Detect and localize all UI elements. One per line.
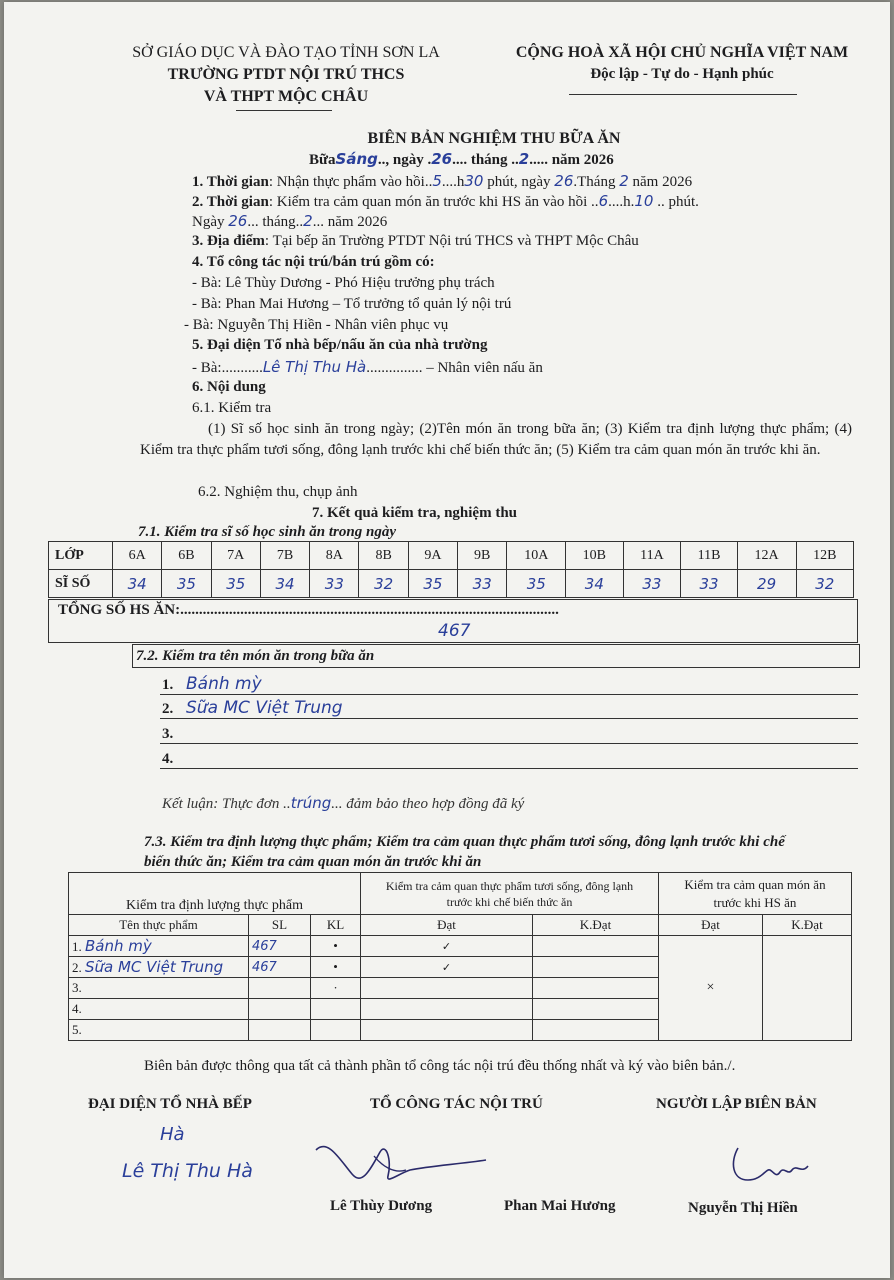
header-right-underline [569,94,797,95]
count-cell: 32 [796,570,854,598]
author-name: Nguyễn Thị Hiền [688,1200,798,1216]
food-name-cell: 1. Bánh mỳ [69,936,249,957]
class-cell: 12B [796,542,854,570]
quantity-cell: 467 [249,957,311,978]
class-cell: 8A [310,542,359,570]
count-cell: 29 [737,570,796,598]
result-heading: 7. Kết quả kiểm tra, nghiệm thu [312,505,518,521]
menu-item-name: Bánh mỳ [186,674,262,694]
col-quantity: SL [249,915,311,936]
meal-value: Sáng [335,150,378,168]
col-fail-before-eat: K.Đạt [763,915,852,936]
food-name-cell: 3. [69,978,249,999]
count-cell: 33 [623,570,681,598]
kitchen-rep-signature: Hà [160,1124,185,1145]
count-cell: 35 [507,570,566,598]
team-member-1: - Bà: Lê Thùy Dương - Phó Hiệu trưởng phụ trách [192,275,495,291]
class-cell: 6B [162,542,211,570]
menu-conclusion: Kết luận: Thực đơn ..trúng... đảm bảo theo hợp đồng đã ký [162,794,525,812]
class-row-label: LỚP [49,542,113,570]
pass-cell: ✓ [361,936,533,957]
class-cell: 7A [211,542,260,570]
count-cell: 34 [113,570,162,598]
quantity-cell [249,999,311,1020]
menu-item-number: 2. [162,701,174,717]
quantity-check-table [68,872,852,1041]
weight-cell [311,999,361,1020]
weight-cell: • [311,936,361,957]
fail-before-eat-cell [763,936,852,1041]
count-cell: 35 [162,570,211,598]
acceptance-subheading: 6.2. Nghiệm thu, chụp ảnh [198,484,358,500]
fail-cell [533,1020,659,1041]
count-cell: 33 [310,570,359,598]
pass-cell [361,1020,533,1041]
count-cell: 33 [458,570,507,598]
author-sign-title: NGƯỜI LẬP BIÊN BẢN [656,1096,817,1112]
kitchen-rep-heading: 5. Đại diện Tổ nhà bếp/nấu ăn của nhà trường [192,337,488,353]
food-name-cell: 5. [69,1020,249,1041]
class-cell: 10B [566,542,623,570]
count-cell: 33 [681,570,737,598]
menu-item-number: 4. [162,751,174,767]
attendance-table [48,541,854,598]
attendance-title: 7.1. Kiểm tra sĩ số học sinh ăn trong ngày [138,524,396,540]
quantity-check-title-line2: biến thức ăn; Kiểm tra cảm quan món ăn trước khi ăn [144,854,482,870]
col-pass-before-eat: Đạt [659,915,763,936]
author-signature-image [726,1140,816,1190]
weight-cell: • [311,957,361,978]
menu-item-number: 1. [162,677,174,693]
inspection-date-line: Ngày 26... tháng..2... năm 2026 [192,212,388,230]
team-signature-image [310,1130,490,1200]
menu-item-name: Sữa MC Việt Trung [186,698,343,718]
pass-before-eat-cell: × [659,936,763,1041]
kitchen-rep-name: Lê Thị Thu Hà [262,358,367,376]
class-cell: 8B [359,542,408,570]
total-label: TỔNG SỐ HS ĂN:..................................................................................................... [58,602,559,618]
class-row [49,542,854,570]
weight-cell: · [311,978,361,999]
class-cell: 11B [681,542,737,570]
col-weight: KL [311,915,361,936]
team-heading: 4. Tổ công tác nội trú/bán trú gồm có: [192,254,435,270]
quantity-cell [249,1020,311,1041]
quantity-cell [249,978,311,999]
food-name-cell: 2. Sữa MC Việt Trung [69,957,249,978]
class-cell: 12A [737,542,796,570]
school-name-line2: VÀ THPT MỘC CHÂU [203,88,369,105]
table-row [69,936,852,957]
kitchen-rep-sign-title: ĐẠI DIỆN TỔ NHÀ BẾP [88,1096,252,1112]
team-member-2: - Bà: Phan Mai Hương – Tổ trưởng tổ quản lý nội trú [192,296,512,312]
total-value: 467 [438,621,471,641]
menu-conclusion-value: trúng [290,794,332,812]
school-name-line1: TRƯỜNG PTDT NỘI TRÚ THCS [167,66,405,83]
menu-item-number: 3. [162,726,174,742]
count-cell: 34 [260,570,309,598]
header-left-underline [236,110,332,111]
before-eat-group-header: Kiểm tra cảm quan món ăn trước khi HS ăn [659,873,852,915]
count-cell: 35 [408,570,457,598]
col-fail: K.Đạt [533,915,659,936]
pass-cell [361,999,533,1020]
fresh-food-group-header: Kiểm tra cảm quan thực phẩm tươi sống, đông lạnh trước khi chế biến thức ăn [361,873,659,915]
kitchen-rep-line: - Bà:...........Lê Thị Thu Hà............... – Nhân viên nấu ăn [192,358,543,376]
count-row [49,570,854,598]
document-page [4,2,890,1278]
fail-cell [533,957,659,978]
inspection-time-line: 2. Thời gian: Kiểm tra cảm quan món ăn trước khi HS ăn vào hồi ..6....h.10 .. phút. [192,192,699,210]
menu-line [160,743,858,744]
pass-cell [361,978,533,999]
weight-cell [311,1020,361,1041]
closing-statement: Biên bản được thông qua tất cả thành phần tổ công tác nội trú đều thống nhất và ký vào biên bản./. [144,1058,736,1074]
national-motto: Độc lập - Tự do - Hạnh phúc [590,66,774,82]
content-heading: 6. Nội dung [192,379,266,395]
meal-line: BữaSáng.., ngày .26.... tháng ..2..... năm 2026 [309,150,614,168]
pass-cell: ✓ [361,957,533,978]
class-cell: 7B [260,542,309,570]
team-leader-name: Lê Thùy Dương [330,1198,433,1214]
check-description: (1) Sĩ số học sinh ăn trong ngày; (2)Tên món ăn trong bữa ăn; (3) Kiểm tra định lượng thực phẩm; (4) Kiểm tra thực phẩm tươi sống, đông lạnh trước khi chế biến thức ăn; (5) Kiểm tra cảm quan món ăn trước khi ăn. [140,421,852,458]
quantity-check-title-line1: 7.3. Kiểm tra định lượng thực phẩm; Kiểm tra cảm quan thực phẩm tươi sống, đông lạnh trước khi chế [144,834,785,850]
count-cell: 32 [359,570,408,598]
location-line: 3. Địa điểm: Tại bếp ăn Trường PTDT Nội trú THCS và THPT Mộc Châu [192,233,639,249]
col-pass: Đạt [361,915,533,936]
document-title: BIÊN BẢN NGHIỆM THU BỮA ĂN [367,130,621,147]
fail-cell [533,999,659,1020]
menu-title: 7.2. Kiểm tra tên món ăn trong bữa ăn [136,648,375,664]
class-cell: 10A [507,542,566,570]
class-cell: 11A [623,542,681,570]
count-cell: 35 [211,570,260,598]
menu-line [160,694,858,695]
fail-cell [533,936,659,957]
team-member-name: Phan Mai Hương [504,1198,616,1214]
quantity-cell: 467 [249,936,311,957]
receive-time-line: 1. Thời gian: Nhận thực phẩm vào hồi..5....h30 phút, ngày 26.Tháng 2 năm 2026 [192,172,693,190]
fail-cell [533,978,659,999]
class-cell: 9B [458,542,507,570]
team-member-3: - Bà: Nguyễn Thị Hiền - Nhân viên phục vụ [184,317,449,333]
count-cell: 34 [566,570,623,598]
count-row-label: SĨ SỐ [49,570,113,598]
kitchen-rep-handwritten-name: Lê Thị Thu Hà [122,1160,253,1182]
class-cell: 6A [113,542,162,570]
food-name-cell: 4. [69,999,249,1020]
check-subheading: 6.1. Kiểm tra [192,400,272,416]
class-cell: 9A [408,542,457,570]
team-sign-title: TỔ CÔNG TÁC NỘI TRÚ [370,1096,543,1112]
menu-line [160,768,858,769]
quantity-group-header: Kiểm tra định lượng thực phẩm [69,873,361,915]
national-title: CỘNG HOÀ XÃ HỘI CHỦ NGHĨA VIỆT NAM [515,44,849,61]
col-food-name: Tên thực phẩm [69,915,249,936]
department-name: SỞ GIÁO DỤC VÀ ĐÀO TẠO TỈNH SƠN LA [132,44,440,61]
menu-line [160,718,858,719]
